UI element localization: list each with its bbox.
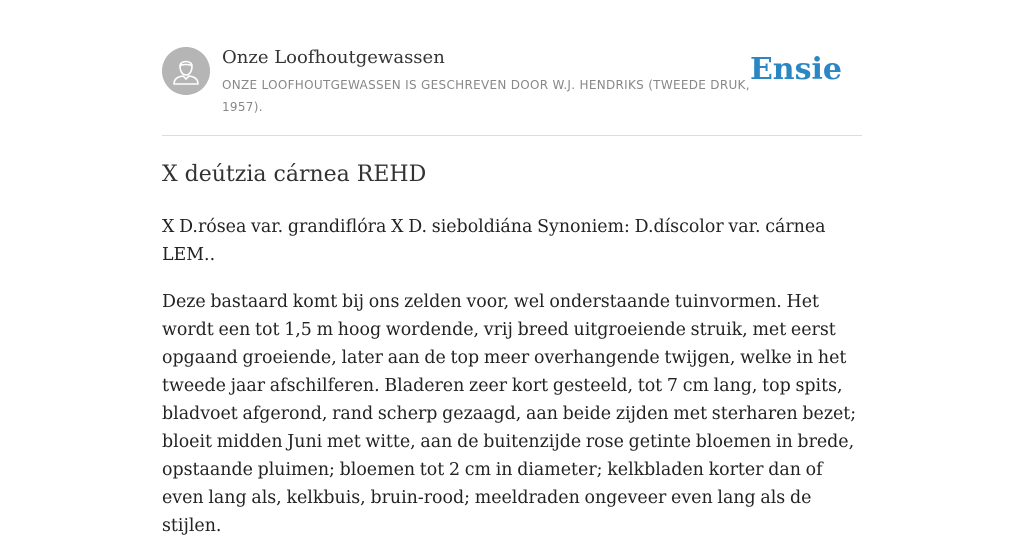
- ensie-logo-link[interactable]: Ensie: [749, 52, 842, 87]
- article-paragraph-synonym: X D.rósea var. grandiflóra X D. sieboldiána Synoniem: D.díscolor var. cárnea LEM..: [162, 217, 826, 265]
- author-block: [222, 46, 752, 118]
- author-description: ONZE LOOFHOUTGEWASSEN IS GESCHREVEN DOOR W.J. HENDRIKS (TWEEDE DRUK, 1957).: [222, 78, 750, 114]
- author-name-link[interactable]: Onze Loofhoutgewassen: [222, 47, 445, 68]
- article-title: X deútzia cárnea REHD: [162, 162, 427, 187]
- page-content: [162, 0, 862, 540]
- article-paragraph-description: Deze bastaard komt bij ons zelden voor, wel onderstaande tuinvormen. Het wordt een tot 1,5 m hoog wordende, vrij breed uitgroeiende struik, met eerst opgaand groeiende, later aan de top meer overhangende twijgen, welke in het tweede jaar afschilferen. Bladeren zeer kort gesteeld, tot 7 cm lang, top spits, bladvoet afgerond, rand scherp gezaagd, aan beide zijden met sterharen bezet; bloeit midden Juni met witte, aan de buitenzijde rose getinte bloemen in brede, opstaande pluimen; bloemen tot 2 cm in diameter; kelkbladen korter dan of even lang als, kelkbuis, bruin-rood; meeldraden ongeveer even lang als de stijlen.: [162, 292, 857, 536]
- source-header: [162, 0, 862, 136]
- user-silhouette-icon[interactable]: [162, 47, 210, 95]
